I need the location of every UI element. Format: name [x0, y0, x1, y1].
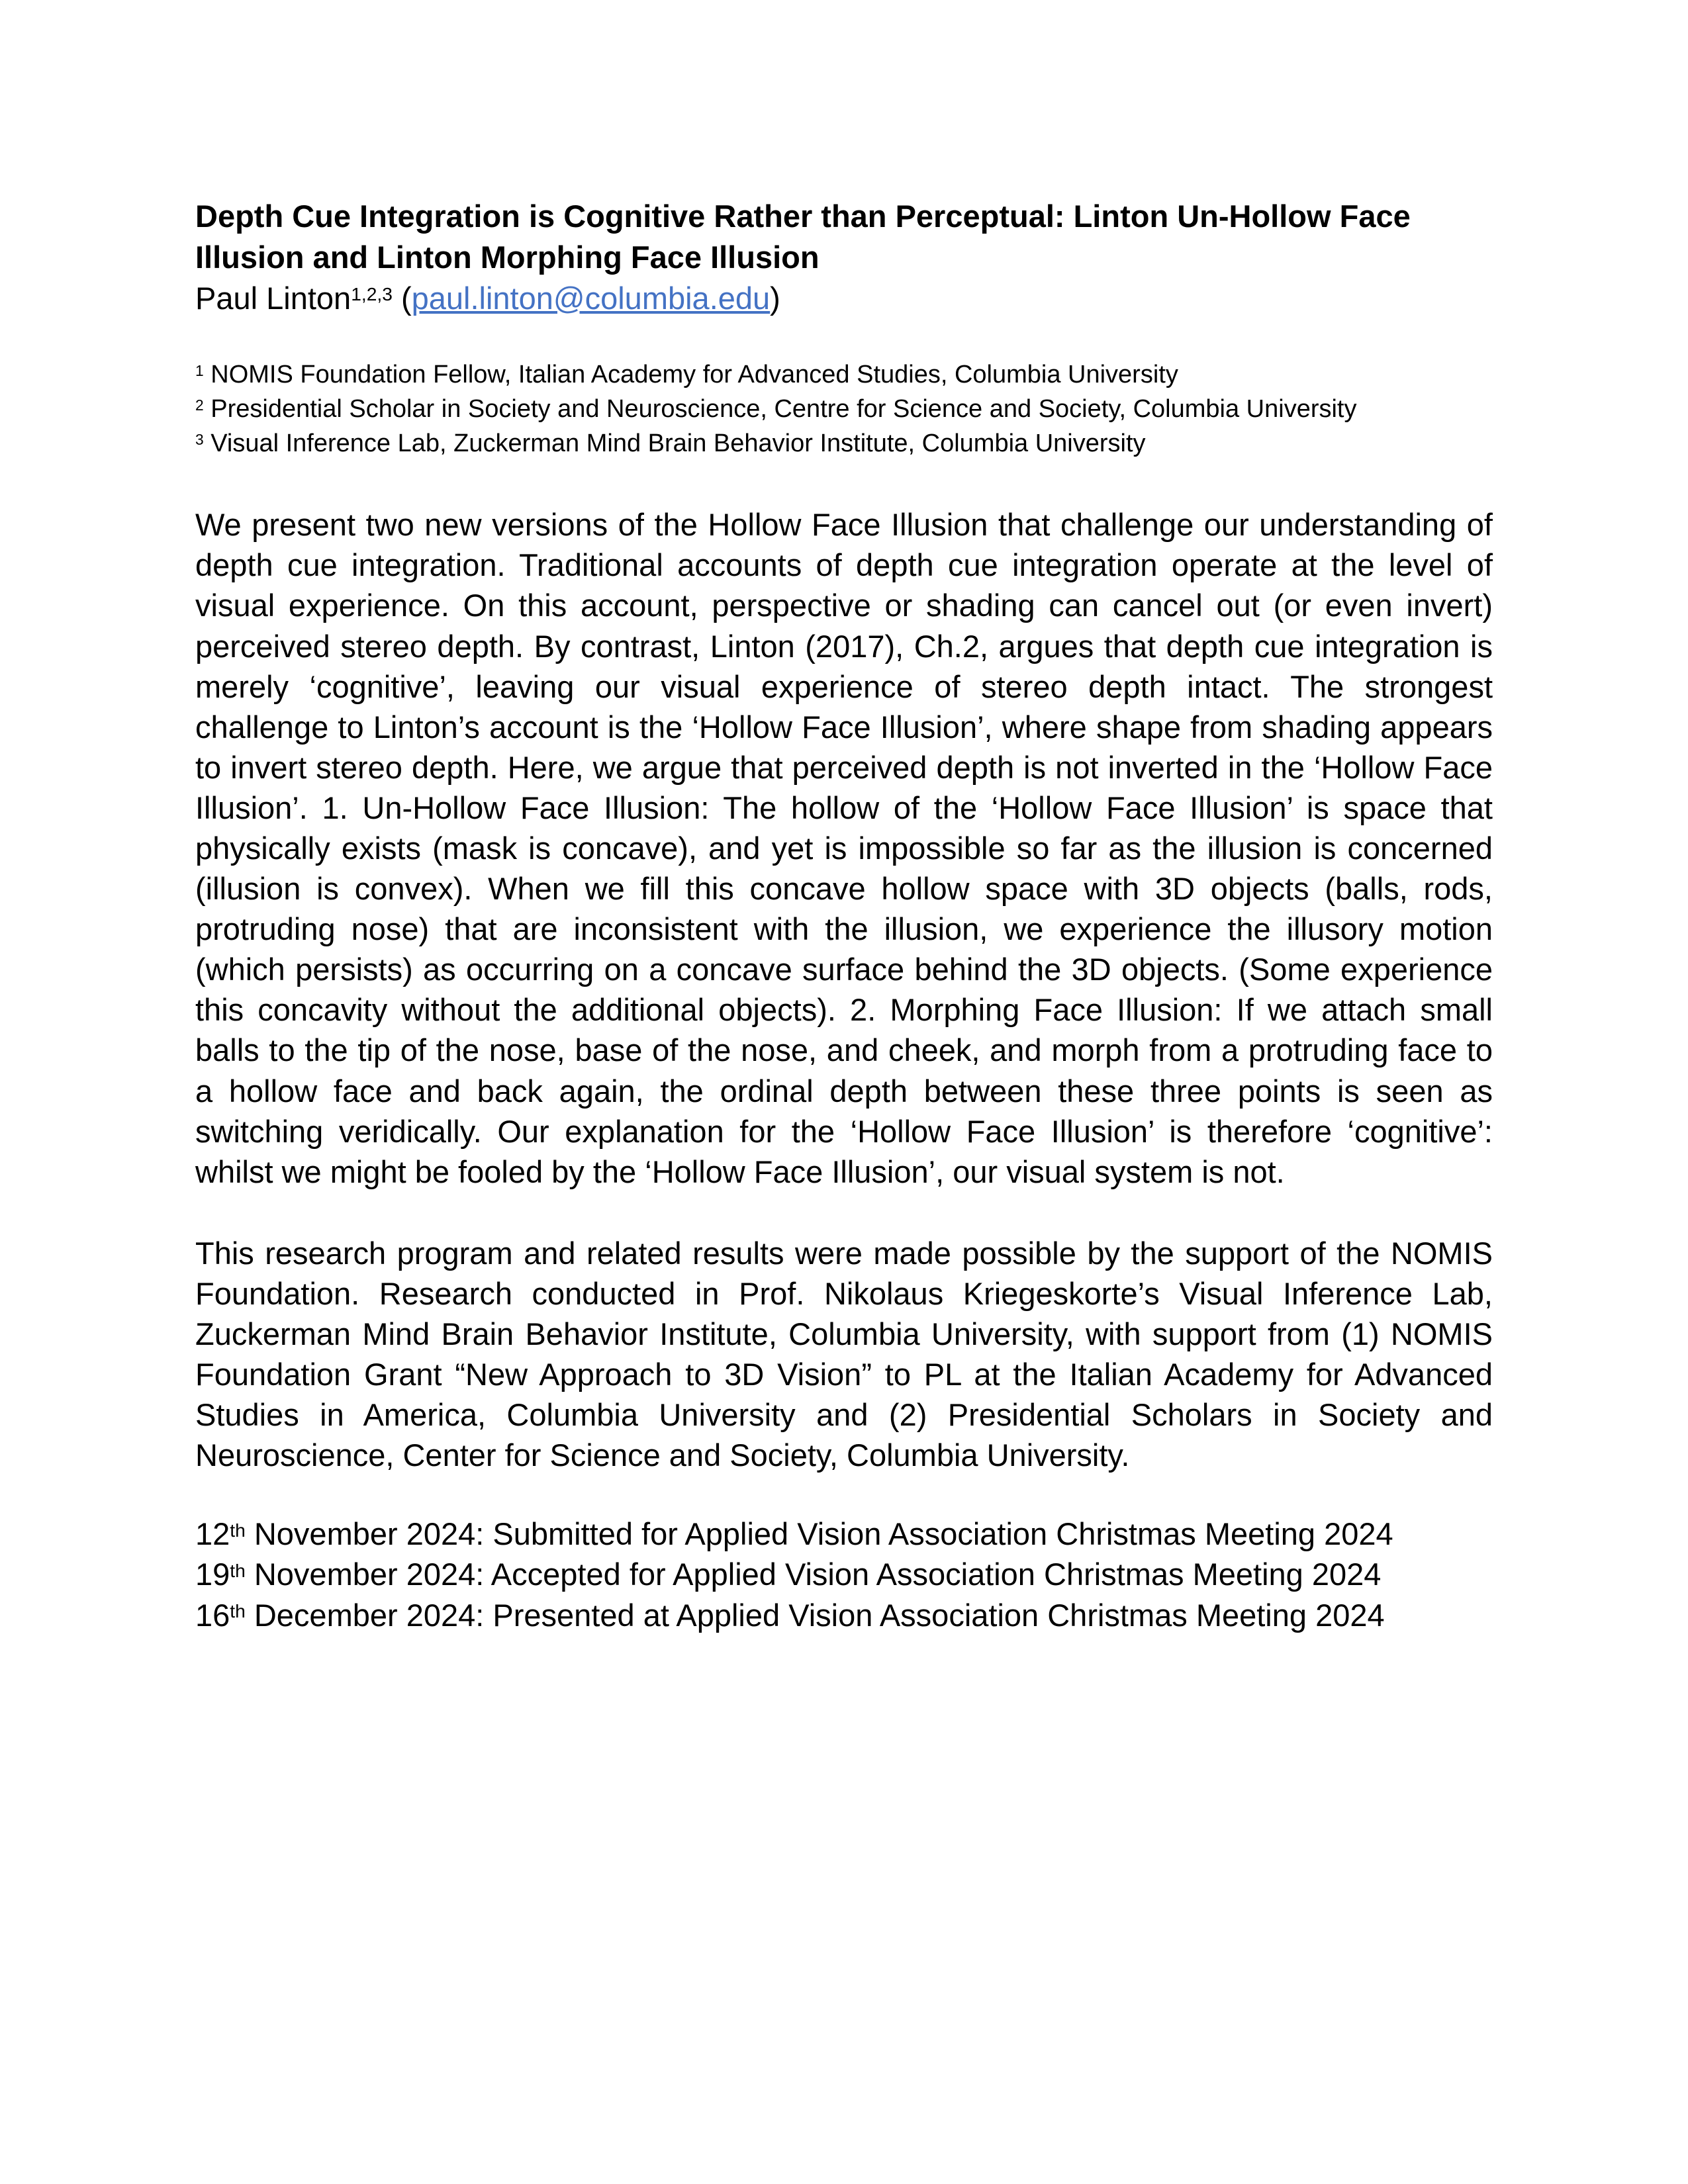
- date-day: 16: [195, 1597, 230, 1633]
- author-name: Paul Linton: [195, 281, 352, 316]
- affiliation-2-marker: 2: [195, 396, 204, 414]
- date-ordinal: th: [230, 1519, 246, 1541]
- abstract-paragraph: We present two new versions of the Hollow Face Illusion that challenge our understanding of depth cue integration. Traditional accounts of depth cue integration operate at the level of visual experience. On this account, perspective or shading can cancel out (or even invert) perceived stereo depth. By contrast, Linton (2017), Ch.2, argues that depth cue integration is merely ‘cognitive’, leaving our visual experience of stereo depth intact. The strongest challenge to Linton’s account is the ‘Hollow Face Illusion’, where shape from shading appears to invert stereo depth. Here, we argue that perceived depth is not inverted in the ‘Hollow Face Illusion’. 1. Un-Hollow Face Illusion: The hollow of the ‘Hollow Face Illusion’ is space that physically exists (mask is concave), and yet is impossible so far as the illusion is concerned (illusion is convex). When we fill this concave hollow space with 3D objects (balls, rods, protruding nose) that are inconsistent with the illusion, we experience the illusory motion (which persists) as occurring on a concave surface behind the 3D objects. (Some experience this concavity without the additional objects). 2. Morphing Face Illusion: If we attach small balls to the tip of the nose, base of the nose, and cheek, and morph from a protruding face to a hollow face and back again, the ordinal depth between these three points is seen as switching veridically. Our explanation for the ‘Hollow Face Illusion’ is therefore ‘cognitive’: whilst we might be fooled by the ‘Hollow Face Illusion’, our visual system is not.: [195, 507, 1493, 1189]
- date-ordinal: th: [230, 1559, 246, 1581]
- author-email-open-paren: (: [392, 281, 412, 316]
- date-text: December 2024: Presented at Applied Vision Association Christmas Meeting 2024: [245, 1597, 1385, 1633]
- date-line-submitted: [195, 1514, 1493, 1554]
- date-text: November 2024: Accepted for Applied Vision Association Christmas Meeting 2024: [245, 1557, 1382, 1592]
- affiliation-3: [195, 426, 1493, 461]
- affiliation-3-text: Visual Inference Lab, Zuckerman Mind Brain Behavior Institute, Columbia University: [203, 430, 1146, 458]
- author-email-link[interactable]: paul.linton@columbia.edu: [411, 281, 771, 316]
- author-email-close-paren: ): [770, 281, 780, 316]
- author-line: [195, 278, 1493, 319]
- affiliations-block: [195, 357, 1493, 461]
- affiliation-3-marker: 3: [195, 430, 204, 448]
- date-day: 19: [195, 1557, 230, 1592]
- date-line-accepted: [195, 1554, 1493, 1594]
- affiliation-1-marker: 1: [195, 361, 204, 379]
- acknowledgments-paragraph: This research program and related results were made possible by the support of the NOMIS Foundation. Research conducted in Prof. Nikolaus Kriegeskorte’s Visual Inference Lab, Zuckerman Mind Brain Behavior Institute, Columbia University, with support from (1) NOMIS Foundation Grant “New Approach to 3D Vision” to PL at the Italian Academy for Advanced Studies in America, Columbia University and (2) Presidential Scholars in Society and Neuroscience, Center for Science and Society, Columbia University.: [195, 1235, 1493, 1473]
- affiliation-2-text: Presidential Scholar in Society and Neuroscience, Centre for Science and Society, Columbia University: [203, 395, 1357, 424]
- author-affiliation-markers: 1,2,3: [351, 283, 393, 305]
- affiliation-1-text: NOMIS Foundation Fellow, Italian Academy for Advanced Studies, Columbia University: [203, 361, 1178, 389]
- affiliation-2: [195, 392, 1493, 426]
- date-ordinal: th: [230, 1600, 246, 1621]
- dates-block: [195, 1514, 1493, 1635]
- affiliation-1: [195, 357, 1493, 392]
- date-line-presented: [195, 1595, 1493, 1635]
- date-text: November 2024: Submitted for Applied Vision Association Christmas Meeting 2024: [245, 1516, 1393, 1552]
- date-day: 12: [195, 1516, 230, 1552]
- paper-title: Depth Cue Integration is Cognitive Rather than Perceptual: Linton Un-Hollow Face Illusion and Linton Morphing Face Illusion: [195, 199, 1411, 275]
